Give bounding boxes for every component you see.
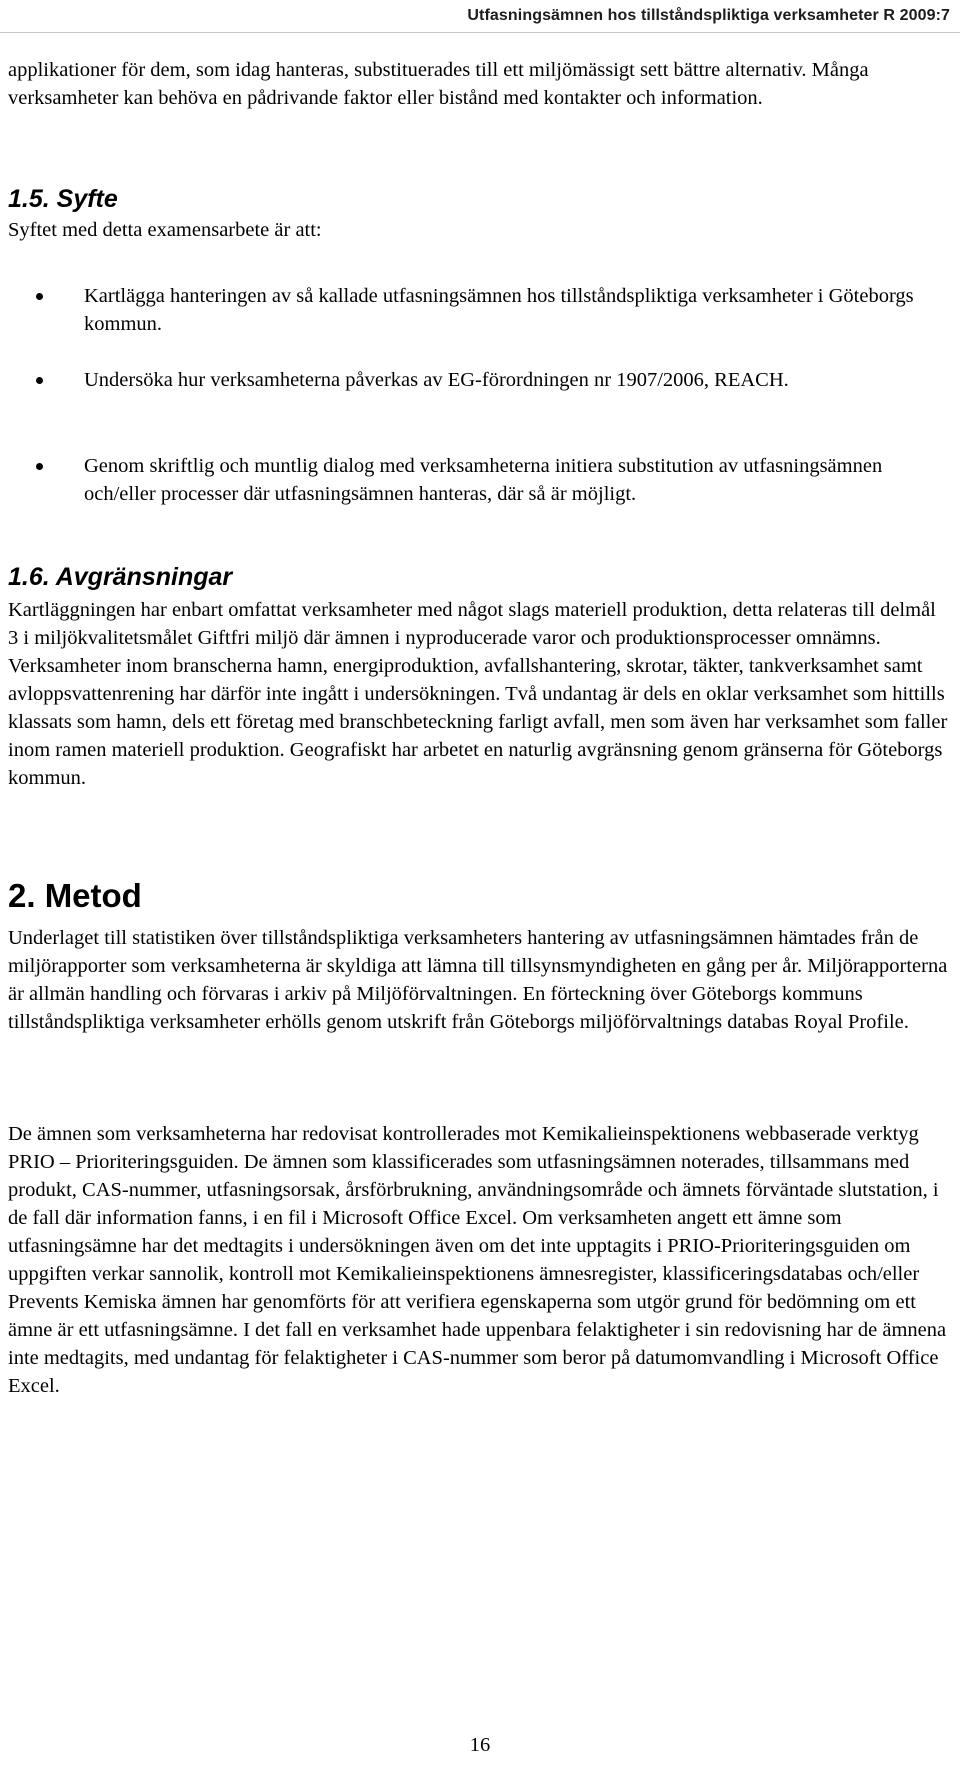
metod-paragraph-1: Underlaget till statistiken över tillståndspliktiga verksamheters hantering av utfasningsämnen hämtades från de miljörapporter som verksamheterna är skyldiga att lämna till tillsynsmyndigheten en gång per år. Miljörapporterna är allmän handling och förvaras i arkiv på Miljöförvaltningen. En förteckning över Göteborgs kommuns tillståndspliktiga verksamheter erhölls genom utskrift från Göteborgs miljöförvaltnings databas Royal Profile. — [8, 927, 948, 1033]
intro-paragraph: applikationer för dem, som idag hanteras, substituerades till ett miljömässigt sett bättre alternativ. Många verksamheter kan behöva en pådrivande faktor eller bistånd med kontakter och information. — [8, 59, 869, 109]
syfte-bullet-item — [8, 282, 950, 338]
bullet-text: Genom skriftlig och muntlig dialog med verksamheterna initiera substitution av utfasningsämnen och/eller processer där utfasningsämnen hanteras, där så är möjligt. — [84, 455, 883, 505]
syfte-lead: Syftet med detta examensarbete är att: — [8, 219, 322, 241]
syfte-bullet-item — [8, 452, 950, 508]
bullet-icon — [36, 293, 43, 300]
bullet-text: Undersöka hur verksamheterna påverkas av EG-förordningen nr 1907/2006, REACH. — [84, 369, 789, 391]
page-number: 16 — [469, 1734, 491, 1756]
section-heading-avgransningar: 1.6. Avgränsningar — [8, 563, 233, 591]
section-heading-syfte: 1.5. Syfte — [8, 185, 118, 213]
bullet-icon — [36, 377, 43, 384]
bullet-text: Kartlägga hanteringen av så kallade utfasningsämnen hos tillståndspliktiga verksamheter i Göteborgs kommun. — [84, 285, 914, 335]
header-divider — [0, 32, 960, 33]
bullet-icon — [36, 463, 43, 470]
section-heading-metod: 2. Metod — [8, 877, 142, 914]
metod-paragraph-2: De ämnen som verksamheterna har redovisat kontrollerades mot Kemikalieinspektionens webbaserade verktyg PRIO – Prioriteringsguiden. De ämnen som klassificerades som utfasningsämnen noterades, tillsammans med produkt, CAS-nummer, utfasningsorsak, årsförbrukning, användningsområde och ämnets förväntade slutstation, i de fall där information fanns, i en fil i Microsoft Office Excel. Om verksamheten angett ett ämne som utfasningsämne har det medtagits i undersökningen även om det inte upptagits i PRIO-Prioriteringsguiden om uppgiften verkar sannolik, kontroll mot Kemikalieinspektionens ämnesregister, klassificeringsdatabas och/eller Prevents Kemiska ämnen har genomförts för att verifiera egenskaperna som utgör grund för bedömning om ett ämne är ett utfasningsämne. I det fall en verksamhet hade uppenbara felaktigheter i sin redovisning har de ämnena inte medtagits, med undantag för felaktigheter i CAS-nummer som beror på datumomvandling i Microsoft Office Excel. — [8, 1123, 947, 1397]
avgransningar-paragraph: Kartläggningen har enbart omfattat verksamheter med något slags materiell produktion, detta relateras till delmål 3 i miljökvalitetsmålet Giftfri miljö där ämnen i nyproducerade varor och produktionsprocesser omnämns. Verksamheter inom branscherna hamn, energiproduktion, avfallshantering, skrotar, täkter, tankverksamhet samt avloppsvattenrening har därför inte ingått i undersökningen. Två undantag är dels en oklar verksamhet som hittills klassats som hamn, dels ett företag med branschbeteckning farligt avfall, men som även har verksamhet som faller inom ramen materiell produktion. Geografiskt har arbetet en naturlig avgränsning genom gränserna för Göteborgs kommun. — [8, 599, 948, 789]
running-header-title: Utfasningsämnen hos tillståndspliktiga verksamheter R 2009:7 — [467, 7, 950, 24]
syfte-bullet-item — [8, 366, 950, 394]
